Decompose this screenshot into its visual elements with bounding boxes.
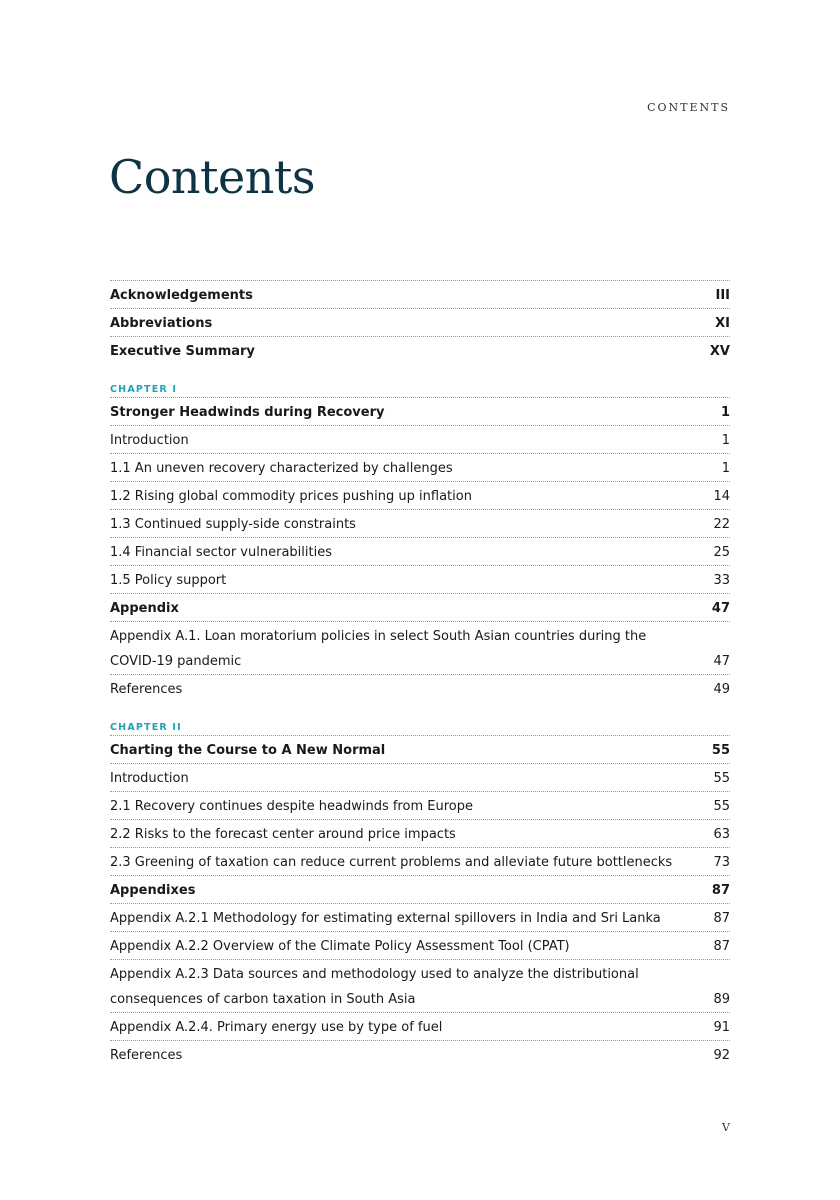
toc-entry-page: 33 xyxy=(713,573,730,588)
toc-entry[interactable] xyxy=(110,819,730,847)
toc-entry[interactable] xyxy=(110,1012,730,1040)
toc-entry-label: References xyxy=(110,682,183,697)
toc-entry[interactable] xyxy=(110,847,730,875)
toc-entry-page: 1 xyxy=(721,461,730,476)
front-matter-list xyxy=(110,280,730,364)
toc-entry[interactable] xyxy=(110,336,730,364)
toc-entry-label: Introduction xyxy=(110,433,189,448)
toc-entry-page: 73 xyxy=(713,855,730,870)
toc-entry-label: Appendix A.2.2 Overview of the Climate Policy Assessment Tool (CPAT) xyxy=(110,939,570,954)
toc-entry[interactable] xyxy=(110,1040,730,1068)
toc-entry-page: 87 xyxy=(713,939,730,954)
toc-entry-label: 2.2 Risks to the forecast center around price impacts xyxy=(110,827,456,842)
toc-entry[interactable] xyxy=(110,763,730,791)
toc-entry-page: XI xyxy=(715,316,730,331)
toc-entry-label: Introduction xyxy=(110,771,189,786)
toc-entry-label: Acknowledgements xyxy=(110,288,253,303)
toc-entry-label: 1.1 An uneven recovery characterized by challenges xyxy=(110,461,453,476)
toc-entry[interactable] xyxy=(110,481,730,509)
toc-entry-label: Executive Summary xyxy=(110,344,255,359)
toc-entry-page: III xyxy=(715,288,730,303)
chapter-2-heading: CHAPTER II xyxy=(110,722,182,733)
toc-entry-page: 55 xyxy=(713,771,730,786)
toc-entry-label: 1.5 Policy support xyxy=(110,573,227,588)
toc-entry-label: Appendix A.2.1 Methodology for estimating external spillovers in India and Sri Lanka xyxy=(110,911,661,926)
toc-entry-page: 55 xyxy=(711,743,730,758)
toc-entry[interactable] xyxy=(110,453,730,481)
toc-entry[interactable] xyxy=(110,621,730,674)
chapter-1-list xyxy=(110,397,730,702)
toc-entry-page: 1 xyxy=(720,405,730,420)
toc-entry[interactable] xyxy=(110,397,730,425)
toc-entry-label: References xyxy=(110,1048,183,1063)
toc-entry[interactable] xyxy=(110,903,730,931)
toc-entry[interactable] xyxy=(110,735,730,763)
toc-entry-label: Appendix xyxy=(110,601,179,616)
chapter-1-heading: CHAPTER I xyxy=(110,384,178,395)
toc-entry-page: 55 xyxy=(713,799,730,814)
toc-entry-page: 92 xyxy=(713,1048,730,1063)
toc-entry[interactable] xyxy=(110,509,730,537)
toc-entry-page: 87 xyxy=(711,883,730,898)
toc-entry-page: 47 xyxy=(713,654,730,669)
toc-entry-label: Appendix A.1. Loan moratorium policies in select South Asian countries during the COVID-19 pandemic xyxy=(110,629,647,669)
toc-entry-label: 2.3 Greening of taxation can reduce current problems and alleviate future bottlenecks xyxy=(110,855,673,870)
toc-entry-label: Appendix A.2.3 Data sources and methodology used to analyze the distributional consequences of carbon taxation in South Asia xyxy=(110,967,639,1007)
toc-entry-page: 1 xyxy=(721,433,730,448)
page-title: Contents xyxy=(109,150,315,204)
toc-entry-page: 25 xyxy=(713,545,730,560)
toc-entry-page: 91 xyxy=(713,1020,730,1035)
toc-entry-label: Charting the Course to A New Normal xyxy=(110,743,386,758)
table-of-contents xyxy=(110,280,730,1068)
toc-entry-page: 49 xyxy=(713,682,730,697)
toc-entry-label: 1.4 Financial sector vulnerabilities xyxy=(110,545,332,560)
toc-entry-page: XV xyxy=(709,344,730,359)
toc-entry[interactable] xyxy=(110,425,730,453)
toc-entry-label: 1.2 Rising global commodity prices pushing up inflation xyxy=(110,489,472,504)
toc-entry[interactable] xyxy=(110,308,730,336)
toc-entry-label: Abbreviations xyxy=(110,316,213,331)
toc-entry[interactable] xyxy=(110,931,730,959)
toc-entry[interactable] xyxy=(110,791,730,819)
toc-entry-page: 87 xyxy=(713,911,730,926)
toc-entry-page: 89 xyxy=(713,992,730,1007)
toc-entry-page: 63 xyxy=(713,827,730,842)
toc-entry-label: Appendixes xyxy=(110,883,196,898)
toc-entry-page: 14 xyxy=(713,489,730,504)
toc-entry-page: 22 xyxy=(713,517,730,532)
chapter-2-list xyxy=(110,735,730,1068)
toc-entry[interactable] xyxy=(110,565,730,593)
toc-entry[interactable] xyxy=(110,959,730,1012)
toc-entry-label: 1.3 Continued supply-side constraints xyxy=(110,517,356,532)
toc-entry[interactable] xyxy=(110,537,730,565)
toc-entry-label: Appendix A.2.4. Primary energy use by type of fuel xyxy=(110,1020,443,1035)
toc-entry[interactable] xyxy=(110,875,730,903)
toc-entry[interactable] xyxy=(110,674,730,702)
toc-entry-label: Stronger Headwinds during Recovery xyxy=(110,405,385,420)
toc-entry[interactable] xyxy=(110,280,730,308)
toc-entry-page: 47 xyxy=(711,601,730,616)
toc-entry-label: 2.1 Recovery continues despite headwinds from Europe xyxy=(110,799,473,814)
page-number: V xyxy=(722,1121,730,1134)
running-head: CONTENTS xyxy=(647,101,730,114)
toc-entry[interactable] xyxy=(110,593,730,621)
